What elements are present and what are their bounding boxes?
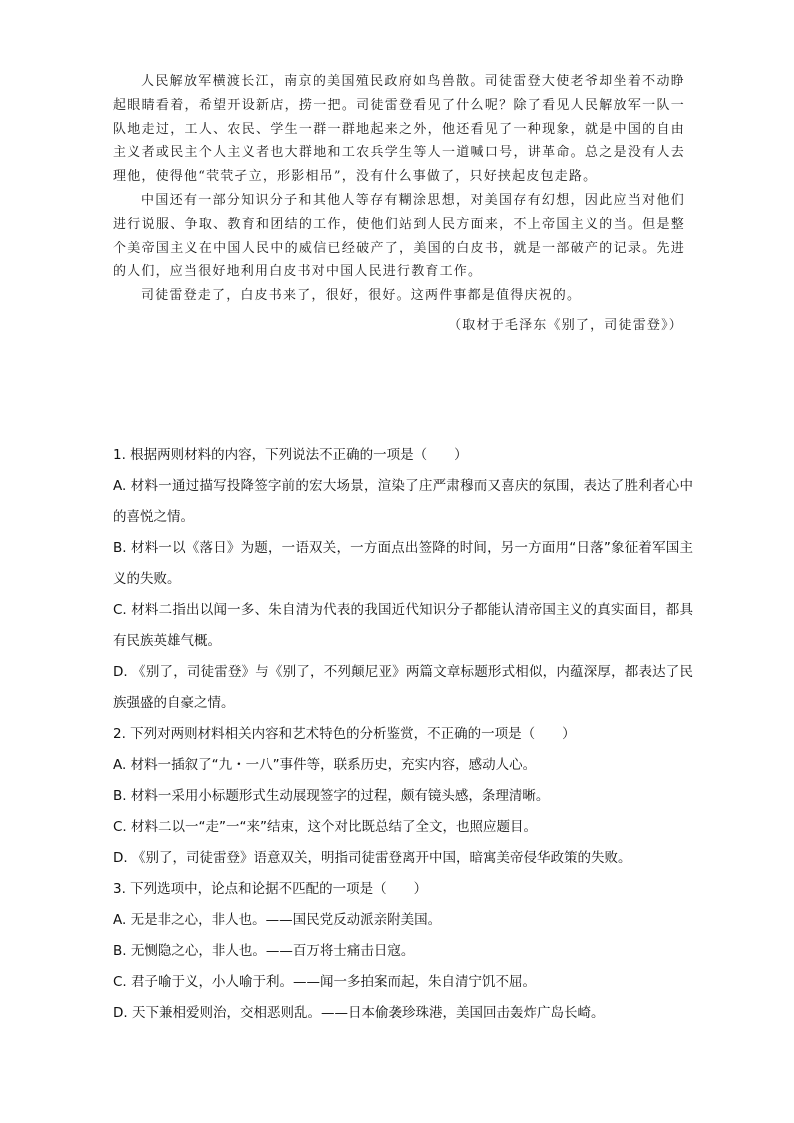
question-stem: 1. 根据两则材料的内容，下列说法不正确的一项是（ ）	[113, 447, 468, 463]
question-2	[113, 719, 693, 874]
question-stem: 2. 下列对两则材料相关内容和艺术特色的分析鉴赏，不正确的一项是（ ）	[113, 726, 576, 742]
question-stem: 3. 下列选项中，论点和论据不匹配的一项是（ ）	[113, 881, 428, 897]
question-option: A. 无是非之心，非人也。——国民党反动派亲附美国。	[113, 912, 442, 928]
question-option: C. 君子喻于义，小人喻于利。——闻一多拍案而起，朱自清宁饥不屈。	[113, 974, 537, 990]
passage-paragraph-2: 中国还有一部分知识分子和其他人等存有糊涂思想，对美国存有幻想，因此应当对他们进行说服、争取、教育和团结的工作，使他们站到人民方面来，不上帝国主义的当。但是整个美帝国主义在中国人民中的威信已经破产了，美国的白皮书，就是一部破产的记录。先进的人们，应当很好地利用白皮书对中国人民进行教育工作。	[113, 192, 685, 280]
question-3	[113, 874, 693, 1029]
question-option: B. 无恻隐之心，非人也。——百万将士痛击日寇。	[113, 943, 415, 959]
question-option: D. 《别了，司徒雷登》语意双关，明指司徒雷登离开中国，暗寓美帝侵华政策的失败。	[113, 850, 632, 866]
question-option: A. 材料一通过描写投降签字前的宏大场景，渲染了庄严肃穆而又喜庆的氛围，表达了胜利者心中的喜悦之情。	[113, 478, 693, 525]
passage-paragraph-3: 司徒雷登走了，白皮书来了，很好，很好。这两件事都是值得庆祝的。	[141, 288, 582, 304]
question-option: D. 《别了，司徒雷登》与《别了，不列颠尼亚》两篇文章标题形式相似，内蕴深厚，都表达了民族强盛的自豪之情。	[113, 664, 693, 711]
question-list	[113, 440, 693, 1029]
passage-source: （取材于毛泽东《别了，司徒雷登》）	[448, 317, 683, 333]
question-1	[113, 440, 693, 719]
question-option: B. 材料一采用小标题形式生动展现签字的过程，颇有镜头感，条理清晰。	[113, 788, 550, 804]
question-option: B. 材料一以《落日》为题，一语双关，一方面点出签降的时间，另一方面用“日落”象征着军国主义的失败。	[113, 540, 693, 587]
question-option: A. 材料一插叙了“九・一八”事件等，联系历史，充实内容，感动人心。	[113, 757, 537, 773]
question-option: D. 天下兼相爱则治，交相恶则乱。——日本偷袭珍珠港，美国回击轰炸广岛长崎。	[113, 1005, 605, 1021]
reading-passage	[113, 70, 685, 338]
question-option: C. 材料二指出以闻一多、朱自清为代表的我国近代知识分子都能认清帝国主义的真实面目，都具有民族英雄气概。	[113, 602, 693, 649]
question-option: C. 材料二以一“走”一“来”结束，这个对比既总结了全文，也照应题目。	[113, 819, 537, 835]
passage-paragraph-1: 人民解放军横渡长江，南京的美国殖民政府如鸟兽散。司徒雷登大使老爷却坐着不动睁起眼睛看着，希望开设新店，捞一把。司徒雷登看见了什么呢？除了看见人民解放军一队一队地走过，工人、农民、学生一群一群地起来之外，他还看见了一种现象，就是中国的自由主义者或民主个人主义者也大群地和工农兵学生等人一道喊口号，讲革命。总之是没有人去理他，使得他“茕茕孑立，形影相吊”，没有什么事做了，只好挟起皮包走路。	[113, 74, 685, 185]
